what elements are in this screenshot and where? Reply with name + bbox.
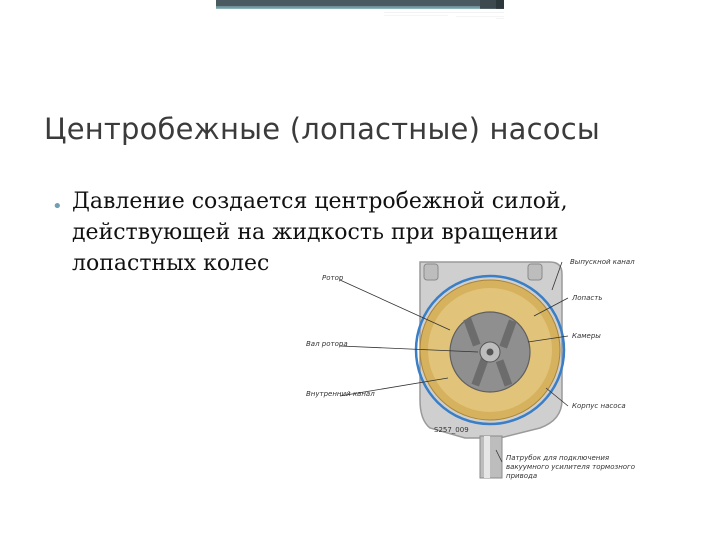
bullet-line-1: Давление создается центробежной силой, bbox=[72, 189, 568, 214]
label-rotor: Ротор bbox=[322, 274, 344, 282]
label-pump-housing: Корпус насоса bbox=[572, 402, 626, 410]
housing-lug-left bbox=[424, 264, 438, 280]
outlet-pipe bbox=[480, 436, 502, 478]
housing-lug-right bbox=[528, 264, 542, 280]
slide-title: Центробежные (лопастные) насосы bbox=[44, 112, 600, 146]
label-inner-channel: Внутренний канал bbox=[306, 390, 375, 398]
label-pipe-line-3: привода bbox=[506, 472, 538, 480]
bullet-line-3: лопастных колес bbox=[72, 251, 270, 276]
top-decorative-bar bbox=[0, 0, 720, 24]
label-pipe-line-1: Патрубок для подключения bbox=[506, 454, 610, 462]
label-chambers: Камеры bbox=[572, 332, 601, 340]
label-vane: Лопасть bbox=[572, 294, 603, 302]
bullet-marker: • bbox=[52, 196, 63, 217]
bullet-line-2: действующей на жидкость при вращении bbox=[72, 220, 559, 245]
label-rotor-shaft: Вал ротора bbox=[306, 340, 348, 348]
label-pipe-line-2: вакуумного усилителя тормозного bbox=[506, 463, 636, 471]
pump-diagram bbox=[300, 250, 660, 490]
label-outlet-channel: Выпускной канал bbox=[570, 258, 635, 266]
label-figure-code: S257_009 bbox=[434, 426, 469, 434]
